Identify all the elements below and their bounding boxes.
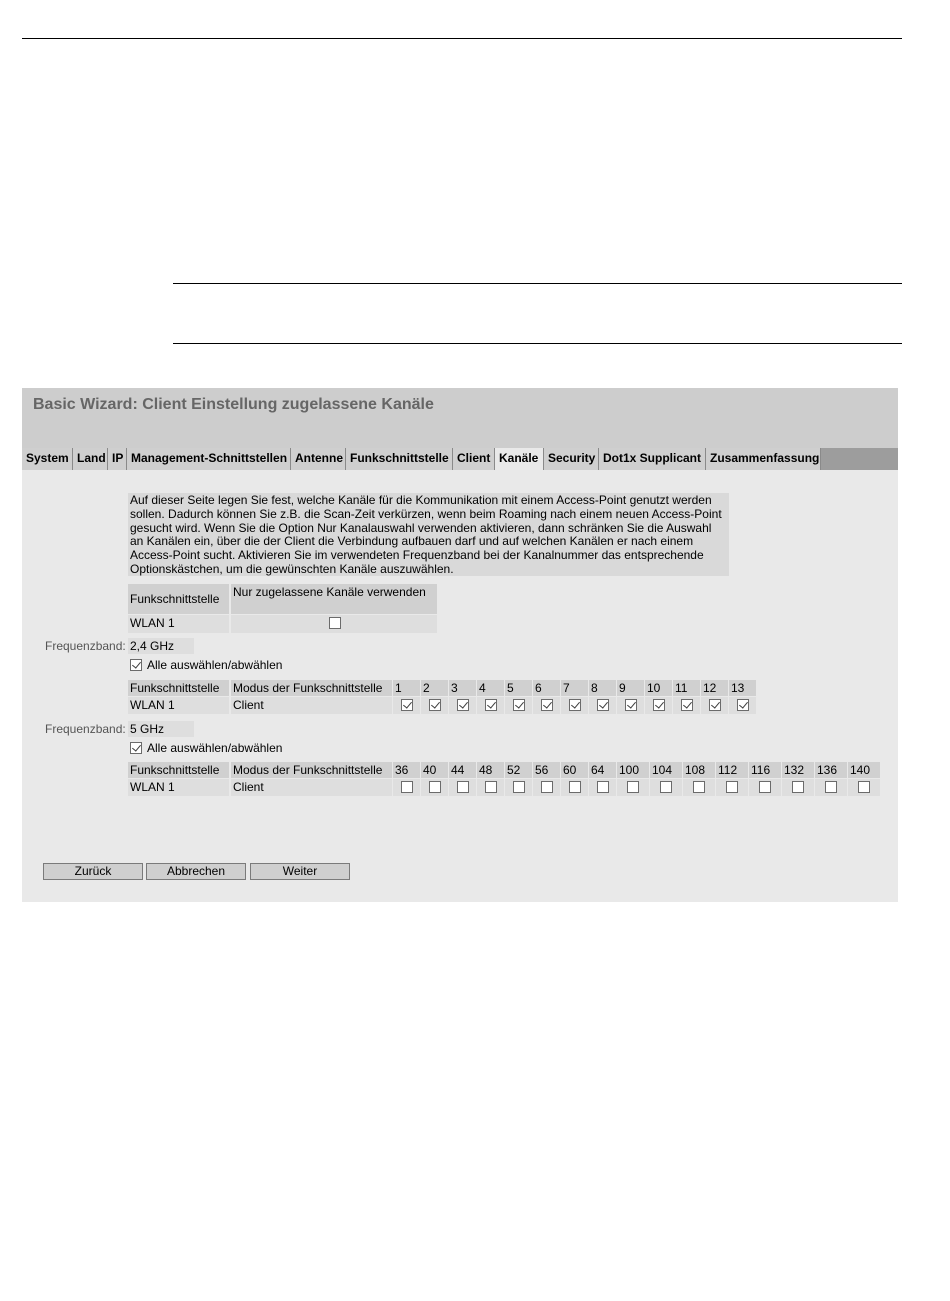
tab-8[interactable]: Kanäle — [495, 448, 544, 470]
band5-channel-header: 132 — [782, 762, 814, 778]
tab-11[interactable]: Zusammenfassung — [706, 448, 821, 470]
band5-channel-header: 100 — [617, 762, 649, 778]
band24-channel-cell — [673, 697, 700, 714]
band24-select-all-checkbox[interactable] — [130, 659, 142, 671]
band5-channel-header: 36 — [393, 762, 420, 778]
band5-channel-checkbox[interactable] — [569, 781, 581, 793]
tab-9[interactable]: Security — [544, 448, 599, 470]
band5-channel-checkbox[interactable] — [693, 781, 705, 793]
band24-header-mode: Modus der Funkschnittstelle — [231, 680, 392, 696]
band5-channel-checkbox[interactable] — [825, 781, 837, 793]
band5-channel-checkbox[interactable] — [627, 781, 639, 793]
band5-channel-header: 52 — [505, 762, 532, 778]
band24-channel-checkbox[interactable] — [681, 699, 693, 711]
band24-channel-checkbox[interactable] — [569, 699, 581, 711]
band5-label: Frequenzband: — [45, 722, 126, 736]
next-button[interactable]: Weiter — [250, 863, 350, 880]
band24-channel-checkbox[interactable] — [709, 699, 721, 711]
band24-channel-header: 9 — [617, 680, 644, 696]
only-allowed-checkbox[interactable] — [329, 617, 341, 629]
band5-channel-checkbox[interactable] — [485, 781, 497, 793]
band5-channel-header: 60 — [561, 762, 588, 778]
band24-channel-header: 13 — [729, 680, 756, 696]
iface-table-header-interface: Funkschnittstelle — [128, 584, 229, 614]
band24-channel-cell — [617, 697, 644, 714]
band5-channel-checkbox[interactable] — [457, 781, 469, 793]
iface-table-cell-only-allowed — [231, 615, 437, 633]
band5-channel-cell — [449, 779, 476, 796]
band5-channel-checkbox[interactable] — [541, 781, 553, 793]
band24-channel-cell — [505, 697, 532, 714]
band24-cell-interface: WLAN 1 — [128, 697, 229, 714]
band24-channel-cell — [729, 697, 756, 714]
band5-channel-checkbox[interactable] — [597, 781, 609, 793]
band24-header-interface: Funkschnittstelle — [128, 680, 229, 696]
band24-channel-header: 12 — [701, 680, 728, 696]
band24-channel-header: 8 — [589, 680, 616, 696]
band5-channel-header: 104 — [650, 762, 682, 778]
band5-channel-header: 40 — [421, 762, 448, 778]
band5-channel-checkbox[interactable] — [513, 781, 525, 793]
band24-channel-checkbox[interactable] — [737, 699, 749, 711]
band5-channel-header: 112 — [716, 762, 748, 778]
tab-10[interactable]: Dot1x Supplicant — [599, 448, 706, 470]
cancel-button[interactable]: Abbrechen — [146, 863, 246, 880]
band5-channel-checkbox[interactable] — [858, 781, 870, 793]
band5-select-all-checkbox[interactable] — [130, 742, 142, 754]
note-rule-top — [173, 283, 902, 284]
band24-channel-header: 2 — [421, 680, 448, 696]
band5-channel-checkbox[interactable] — [792, 781, 804, 793]
band24-channel-cell — [533, 697, 560, 714]
band24-channel-checkbox[interactable] — [541, 699, 553, 711]
band5-channel-cell — [650, 779, 682, 796]
band5-channel-cell — [561, 779, 588, 796]
band5-channel-cell — [477, 779, 504, 796]
band24-channel-header: 5 — [505, 680, 532, 696]
band24-select-all-label: Alle auswählen/abwählen — [147, 658, 283, 672]
tab-7[interactable]: Client — [453, 448, 495, 470]
band24-channel-header: 4 — [477, 680, 504, 696]
band5-channel-cell — [749, 779, 781, 796]
band5-channel-cell — [421, 779, 448, 796]
band5-channel-cell — [393, 779, 420, 796]
band5-cell-interface: WLAN 1 — [128, 779, 229, 796]
band24-channel-cell — [589, 697, 616, 714]
band5-channel-header: 136 — [815, 762, 847, 778]
band24-label: Frequenzband: — [45, 639, 126, 653]
band5-header-interface: Funkschnittstelle — [128, 762, 229, 778]
band5-channel-header: 108 — [683, 762, 715, 778]
band5-channel-header: 140 — [848, 762, 880, 778]
band5-channel-checkbox[interactable] — [759, 781, 771, 793]
band24-channel-checkbox[interactable] — [485, 699, 497, 711]
intro-text: Auf dieser Seite legen Sie fest, welche Kanäle für die Kommunikation mit einem Access-Point genutzt werden sollen. Dadurch können Sie z.B. die Scan-Zeit verkürzen, wenn beim Roaming nach einem neuen Access-Point gesucht wird. Wenn Sie die Option Nur Kanalauswahl verwenden aktivieren, dann schränken Sie die Auswahl an Kanälen ein, über die der Client die Verbindung aufbauen darf und auf welchen Kanälen er nach einem Access-Point sucht. Aktivieren Sie im verwendeten Frequenzband bei der Kanalnummer das entsprechende Optionskästchen, um die gewünschten Kanäle auszuwählen. — [128, 493, 729, 576]
band24-channel-header: 3 — [449, 680, 476, 696]
band5-channel-cell — [683, 779, 715, 796]
band5-channel-cell — [782, 779, 814, 796]
iface-table-header-only-allowed: Nur zugelassene Kanäle verwenden — [231, 584, 437, 614]
iface-table-cell-interface: WLAN 1 — [128, 615, 229, 633]
band24-channel-checkbox[interactable] — [597, 699, 609, 711]
band24-channel-checkbox[interactable] — [429, 699, 441, 711]
tab-4[interactable]: Management-Schnittstellen — [127, 448, 291, 470]
tab-6[interactable]: Funkschnittstelle — [346, 448, 453, 470]
band5-channel-checkbox[interactable] — [726, 781, 738, 793]
band5-channel-checkbox[interactable] — [429, 781, 441, 793]
band24-channel-checkbox[interactable] — [625, 699, 637, 711]
page-title: Basic Wizard: Client Einstellung zugelassene Kanäle — [33, 396, 434, 413]
tab-5[interactable]: Antenne — [291, 448, 346, 470]
band24-channel-cell — [701, 697, 728, 714]
band24-channel-cell — [393, 697, 420, 714]
band24-channel-checkbox[interactable] — [653, 699, 665, 711]
band5-channel-cell — [848, 779, 880, 796]
tab-1[interactable]: System — [22, 448, 73, 470]
band5-channel-header: 64 — [589, 762, 616, 778]
band24-channel-header: 7 — [561, 680, 588, 696]
tab-3[interactable]: IP — [108, 448, 127, 470]
tab-bar — [22, 448, 898, 470]
band24-channel-cell — [645, 697, 672, 714]
band5-channel-cell — [589, 779, 616, 796]
band24-channel-header: 11 — [673, 680, 700, 696]
band5-channel-header: 56 — [533, 762, 560, 778]
top-rule — [22, 38, 902, 39]
band5-channel-cell — [815, 779, 847, 796]
band24-channel-cell — [421, 697, 448, 714]
band5-value: 5 GHz — [128, 721, 194, 737]
band24-value: 2,4 GHz — [128, 638, 194, 654]
band5-channel-cell — [505, 779, 532, 796]
band5-select-all-label: Alle auswählen/abwählen — [147, 741, 283, 755]
band24-channel-cell — [561, 697, 588, 714]
band5-channel-header: 116 — [749, 762, 781, 778]
band24-channel-checkbox[interactable] — [401, 699, 413, 711]
band5-channel-cell — [716, 779, 748, 796]
band24-channel-header: 10 — [645, 680, 672, 696]
band24-channel-cell — [449, 697, 476, 714]
band5-channel-cell — [533, 779, 560, 796]
wizard-titlebar — [22, 388, 898, 448]
note-rule-bottom — [173, 343, 902, 344]
tab-2[interactable]: Land — [73, 448, 108, 470]
band24-channel-checkbox[interactable] — [513, 699, 525, 711]
band5-header-mode: Modus der Funkschnittstelle — [231, 762, 392, 778]
band24-channel-header: 1 — [393, 680, 420, 696]
band5-channel-header: 48 — [477, 762, 504, 778]
band24-channel-cell — [477, 697, 504, 714]
wizard-panel — [22, 388, 898, 902]
band24-cell-mode: Client — [231, 697, 392, 714]
band24-channel-checkbox[interactable] — [457, 699, 469, 711]
band5-channel-cell — [617, 779, 649, 796]
band5-cell-mode: Client — [231, 779, 392, 796]
back-button[interactable]: Zurück — [43, 863, 143, 880]
band5-channel-checkbox[interactable] — [401, 781, 413, 793]
band5-channel-header: 44 — [449, 762, 476, 778]
band24-channel-header: 6 — [533, 680, 560, 696]
band5-channel-checkbox[interactable] — [660, 781, 672, 793]
